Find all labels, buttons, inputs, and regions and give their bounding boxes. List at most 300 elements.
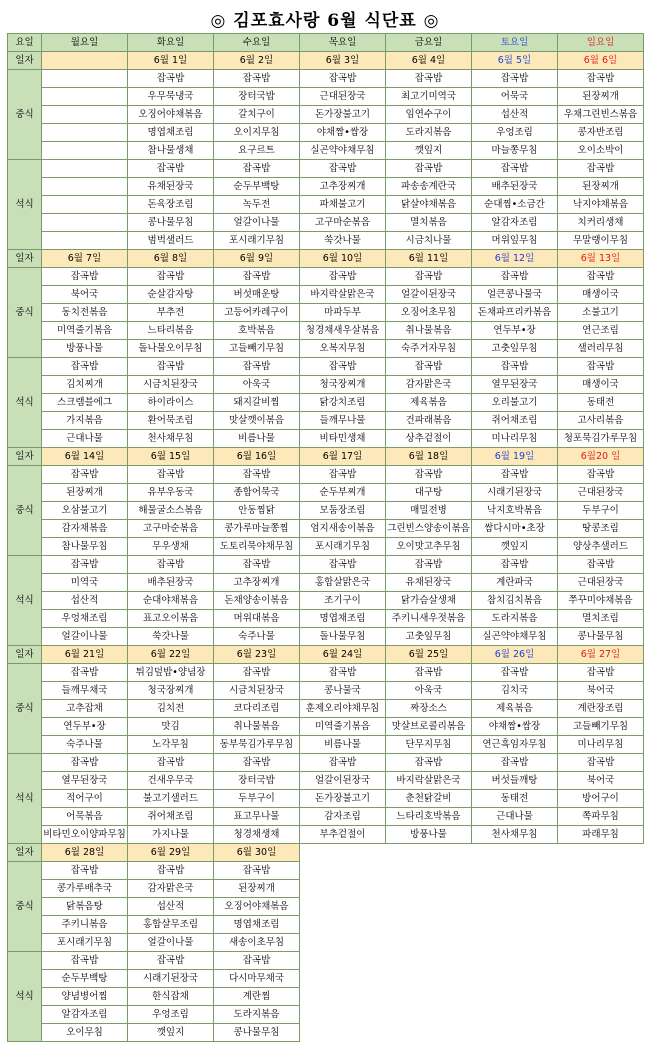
menu-item-cell: 범벅샐러드: [128, 232, 214, 250]
menu-item-cell: 된장찌개: [558, 88, 644, 106]
dinner-row: [8, 358, 644, 376]
menu-item-cell: 숙주나물: [214, 628, 300, 646]
menu-item-cell: 고들빼기무침: [214, 340, 300, 358]
menu-item-cell: 잡곡밥: [558, 358, 644, 376]
menu-item-cell: 환어묵조림: [128, 412, 214, 430]
menu-item-cell: 튀김덮밥•양념장: [128, 664, 214, 682]
menu-item-cell: 잡곡밥: [472, 466, 558, 484]
date-cell: 6월 23일: [214, 646, 300, 664]
lunch-row: [8, 916, 644, 934]
menu-item-cell: 시금치된장국: [214, 682, 300, 700]
menu-item-cell: 닭볶음탕: [42, 898, 128, 916]
menu-item-cell: 배추된장국: [128, 574, 214, 592]
empty-cell: [472, 898, 558, 916]
menu-item-cell: 실곤약야채무침: [300, 142, 386, 160]
menu-item-cell: 잡곡밥: [214, 160, 300, 178]
menu-item-cell: 잡곡밥: [214, 952, 300, 970]
menu-item-cell: 순두부찌개: [300, 484, 386, 502]
menu-item-cell: 느타리볶음: [128, 322, 214, 340]
menu-item-cell: 어묵국: [472, 88, 558, 106]
menu-item-cell: 코다리조림: [214, 700, 300, 718]
menu-item-cell: 두부구이: [558, 502, 644, 520]
menu-item-cell: 잡곡밥: [386, 664, 472, 682]
menu-item-cell: 오징어야채볶음: [214, 898, 300, 916]
menu-item-cell: 잡곡밥: [558, 754, 644, 772]
menu-item-cell: 섭산적: [128, 898, 214, 916]
menu-item-cell: 콩나물무침: [128, 214, 214, 232]
menu-item-cell: 잡곡밥: [214, 358, 300, 376]
menu-item-cell: 유부우동국: [128, 484, 214, 502]
dinner-row: [8, 412, 644, 430]
date-label: 일자: [8, 646, 42, 664]
menu-item-cell: 들깨무채국: [42, 682, 128, 700]
menu-item-cell: 도라지볶음: [214, 1006, 300, 1024]
empty-cell: [472, 934, 558, 952]
menu-item-cell: 잡곡밥: [386, 556, 472, 574]
dinner-row: [8, 376, 644, 394]
menu-item-cell: 머위잎무침: [472, 232, 558, 250]
menu-item-cell: 파채불고기: [300, 196, 386, 214]
dinner-label: 석식: [8, 358, 42, 448]
menu-item-cell: 녹두전: [214, 196, 300, 214]
menu-item-cell: 얼큰콩나물국: [472, 286, 558, 304]
menu-item-cell: 잡곡밥: [472, 160, 558, 178]
menu-item-cell: 알감자조림: [472, 214, 558, 232]
dinner-row: [8, 394, 644, 412]
menu-item-cell: 감자맑은국: [128, 880, 214, 898]
menu-item-cell: 연근조림: [558, 322, 644, 340]
menu-item-cell: 섭산적: [42, 592, 128, 610]
menu-item-cell: [42, 178, 128, 196]
menu-item-cell: 근대나물: [472, 808, 558, 826]
menu-item-cell: 다시마무채국: [214, 970, 300, 988]
menu-item-cell: 오이맛고추무침: [386, 538, 472, 556]
menu-item-cell: 장터국밥: [214, 88, 300, 106]
menu-item-cell: 대구탕: [386, 484, 472, 502]
lunch-label: 중식: [8, 664, 42, 754]
dinner-row: [8, 556, 644, 574]
menu-item-cell: 바지락살맑은국: [386, 772, 472, 790]
menu-item-cell: 고등어카레구이: [214, 304, 300, 322]
date-cell: 6월 26일: [472, 646, 558, 664]
menu-item-cell: 잡곡밥: [300, 160, 386, 178]
menu-item-cell: [42, 142, 128, 160]
menu-item-cell: [42, 232, 128, 250]
menu-item-cell: 제육볶음: [386, 394, 472, 412]
menu-item-cell: 잡곡밥: [558, 466, 644, 484]
menu-item-cell: 오이무침: [42, 1024, 128, 1042]
menu-item-cell: 얼갈이된장국: [300, 772, 386, 790]
date-cell: 6월 27일: [558, 646, 644, 664]
menu-item-cell: 갈치구이: [214, 106, 300, 124]
menu-item-cell: 부추전: [128, 304, 214, 322]
menu-item-cell: 참나물무침: [42, 538, 128, 556]
menu-item-cell: 파래무침: [558, 826, 644, 844]
dinner-row: [8, 1024, 644, 1042]
header-cell: 화요일: [128, 34, 214, 52]
date-cell: 6월 4일: [386, 52, 472, 70]
menu-item-cell: 불고기샐러드: [128, 790, 214, 808]
menu-item-cell: 명엽채조림: [214, 916, 300, 934]
menu-item-cell: 잡곡밥: [42, 862, 128, 880]
menu-item-cell: 고들빼기무침: [558, 718, 644, 736]
menu-item-cell: 잡곡밥: [472, 754, 558, 772]
date-cell: 6월 3일: [300, 52, 386, 70]
lunch-label: 중식: [8, 862, 42, 952]
lunch-row: [8, 286, 644, 304]
menu-item-cell: 아욱국: [214, 376, 300, 394]
dinner-row: [8, 196, 644, 214]
lunch-row: [8, 862, 644, 880]
empty-cell: [300, 952, 386, 970]
menu-item-cell: 잡곡밥: [42, 466, 128, 484]
menu-item-cell: 방풍나물: [42, 340, 128, 358]
menu-item-cell: 잡곡밥: [472, 556, 558, 574]
empty-cell: [472, 970, 558, 988]
menu-item-cell: 소불고기: [558, 304, 644, 322]
menu-item-cell: 숙주거자무침: [386, 340, 472, 358]
menu-item-cell: 청경채새우살볶음: [300, 322, 386, 340]
menu-item-cell: 잡곡밥: [386, 358, 472, 376]
menu-item-cell: 포시래기무침: [300, 538, 386, 556]
menu-item-cell: [42, 124, 128, 142]
menu-item-cell: 최고기미역국: [386, 88, 472, 106]
dinner-row: [8, 214, 644, 232]
date-cell: 6월 8일: [128, 250, 214, 268]
menu-item-cell: 오징어초무침: [386, 304, 472, 322]
empty-cell: [386, 880, 472, 898]
empty-cell: [472, 1006, 558, 1024]
menu-item-cell: 마파두부: [300, 304, 386, 322]
menu-item-cell: 잡곡밥: [42, 664, 128, 682]
menu-item-cell: 고추장찌개: [214, 574, 300, 592]
menu-item-cell: 잡곡밥: [386, 160, 472, 178]
menu-item-cell: 고추장찌개: [300, 178, 386, 196]
menu-item-cell: 매생이국: [558, 376, 644, 394]
menu-item-cell: 머위대볶음: [214, 610, 300, 628]
menu-item-cell: 임연수구이: [386, 106, 472, 124]
date-cell: 6월 11일: [386, 250, 472, 268]
date-cell: 6월 21일: [42, 646, 128, 664]
menu-item-cell: 청국장찌개: [128, 682, 214, 700]
dinner-label: 석식: [8, 556, 42, 646]
menu-item-cell: 장터국밥: [214, 772, 300, 790]
menu-item-cell: 훈제오리야채무침: [300, 700, 386, 718]
menu-item-cell: 시래기된장국: [128, 970, 214, 988]
date-cell: 6월 14일: [42, 448, 128, 466]
menu-item-cell: 무우생채: [128, 538, 214, 556]
menu-item-cell: 우무묵냉국: [128, 88, 214, 106]
menu-item-cell: 도라지볶음: [472, 610, 558, 628]
menu-item-cell: 동치전볶음: [42, 304, 128, 322]
menu-item-cell: 시금치나물: [386, 232, 472, 250]
menu-item-cell: 닭살야채볶음: [386, 196, 472, 214]
menu-item-cell: 호박볶음: [214, 322, 300, 340]
menu-item-cell: 순두부백탕: [42, 970, 128, 988]
menu-item-cell: 잡곡밥: [128, 160, 214, 178]
menu-item-cell: 쥐어채조림: [472, 412, 558, 430]
menu-item-cell: 잡곡밥: [128, 268, 214, 286]
menu-item-cell: 표고오이볶음: [128, 610, 214, 628]
menu-item-cell: 표고무나물: [214, 808, 300, 826]
menu-item-cell: 들깨무나물: [300, 412, 386, 430]
menu-item-cell: 잡곡밥: [558, 268, 644, 286]
menu-item-cell: 안동찜닭: [214, 502, 300, 520]
menu-item-cell: 오이지무침: [214, 124, 300, 142]
menu-item-cell: 콩나물국: [300, 682, 386, 700]
menu-item-cell: 유채된장국: [386, 574, 472, 592]
menu-item-cell: 건파래볶음: [386, 412, 472, 430]
menu-item-cell: 돈채파프리카볶음: [472, 304, 558, 322]
menu-item-cell: 아욱국: [386, 682, 472, 700]
empty-cell: [300, 988, 386, 1006]
date-label: 일자: [8, 448, 42, 466]
date-cell: 6월 30일: [214, 844, 300, 862]
date-cell: 6월 1일: [128, 52, 214, 70]
menu-item-cell: 감자채볶음: [42, 520, 128, 538]
date-cell: 6월 10일: [300, 250, 386, 268]
menu-item-cell: 야채짬•쌈장: [472, 718, 558, 736]
menu-item-cell: 콩나물무침: [214, 1024, 300, 1042]
lunch-row: [8, 70, 644, 88]
empty-cell: [300, 916, 386, 934]
menu-item-cell: 돈육장조림: [128, 196, 214, 214]
menu-item-cell: 오삼불고기: [42, 502, 128, 520]
menu-item-cell: 콩가루마늘쫑찜: [214, 520, 300, 538]
empty-cell: [558, 862, 644, 880]
menu-item-cell: 그린빈스양송이볶음: [386, 520, 472, 538]
menu-item-cell: 깻잎지: [472, 538, 558, 556]
empty-cell: [558, 952, 644, 970]
menu-item-cell: 잡곡밥: [386, 754, 472, 772]
menu-item-cell: 잡곡밥: [128, 862, 214, 880]
menu-item-cell: 미나리무침: [472, 430, 558, 448]
menu-item-cell: 얼갈이된장국: [386, 286, 472, 304]
menu-item-cell: 닭가슴살생채: [386, 592, 472, 610]
menu-item-cell: 도토리묵야채무침: [214, 538, 300, 556]
lunch-row: [8, 304, 644, 322]
header-cell: 일요일: [558, 34, 644, 52]
menu-item-cell: 한식잡채: [128, 988, 214, 1006]
header-cell: 월요일: [42, 34, 128, 52]
dinner-row: [8, 610, 644, 628]
menu-item-cell: 모둠장조림: [300, 502, 386, 520]
menu-item-cell: 잡곡밥: [558, 664, 644, 682]
page-title: ◎ 김포효사랑 6월 식단표 ◎: [210, 11, 440, 31]
menu-item-cell: 종합어묵국: [214, 484, 300, 502]
empty-cell: [386, 988, 472, 1006]
menu-item-cell: 마늘쫑무침: [472, 142, 558, 160]
header-cell: 목요일: [300, 34, 386, 52]
menu-item-cell: 실곤약야채무침: [472, 628, 558, 646]
menu-item-cell: 멸치볶음: [386, 214, 472, 232]
empty-cell: [558, 1006, 644, 1024]
lunch-row: [8, 934, 644, 952]
empty-cell: [300, 1006, 386, 1024]
menu-item-cell: 감자맑은국: [386, 376, 472, 394]
empty-cell: [472, 916, 558, 934]
menu-item-cell: 매생이국: [558, 286, 644, 304]
dinner-row: [8, 988, 644, 1006]
menu-table: [7, 33, 644, 1042]
menu-item-cell: 돈가장불고기: [300, 106, 386, 124]
menu-item-cell: 취나물볶음: [386, 322, 472, 340]
dinner-row: [8, 592, 644, 610]
menu-item-cell: 미역줄기볶음: [42, 322, 128, 340]
menu-item-cell: 조기구이: [300, 592, 386, 610]
menu-item-cell: 포시래기무침: [214, 232, 300, 250]
menu-item-cell: 잡곡밥: [472, 268, 558, 286]
menu-item-cell: 잡곡밥: [214, 754, 300, 772]
menu-item-cell: 돌나물오이무침: [128, 340, 214, 358]
date-cell: 6월 18일: [386, 448, 472, 466]
menu-item-cell: 참나물생채: [128, 142, 214, 160]
menu-item-cell: 계란장조림: [558, 700, 644, 718]
date-label: 일자: [8, 844, 42, 862]
lunch-label: 중식: [8, 70, 42, 160]
menu-item-cell: 춘천닭갈비: [386, 790, 472, 808]
menu-item-cell: 낙지야채볶음: [558, 196, 644, 214]
menu-item-cell: 쭈꾸미야채볶음: [558, 592, 644, 610]
date-cell: 6월 22일: [128, 646, 214, 664]
menu-item-cell: 연근흑임자무침: [472, 736, 558, 754]
date-cell: 6월 12일: [472, 250, 558, 268]
empty-cell: [472, 880, 558, 898]
menu-item-cell: 참치김치볶음: [472, 592, 558, 610]
menu-item-cell: 우채그린빈스볶음: [558, 106, 644, 124]
menu-item-cell: 오복지무침: [300, 340, 386, 358]
menu-item-cell: 쑥갓나물: [300, 232, 386, 250]
empty-cell: [300, 844, 386, 862]
menu-item-cell: 청경채생채: [214, 826, 300, 844]
menu-item-cell: 쌈다시마•초장: [472, 520, 558, 538]
menu-item-cell: [42, 214, 128, 232]
dinner-row: [8, 628, 644, 646]
date-cell: 6월 19일: [472, 448, 558, 466]
menu-item-cell: 잡곡밥: [214, 862, 300, 880]
menu-item-cell: 샐러리무침: [558, 340, 644, 358]
menu-item-cell: 잡곡밥: [558, 556, 644, 574]
menu-item-cell: 연두부•장: [472, 322, 558, 340]
menu-item-cell: 잡곡밥: [42, 952, 128, 970]
menu-item-cell: 건새우무국: [128, 772, 214, 790]
menu-item-cell: 감자조림: [300, 808, 386, 826]
menu-item-cell: 잡곡밥: [300, 754, 386, 772]
menu-item-cell: 연두부•장: [42, 718, 128, 736]
date-label: 일자: [8, 250, 42, 268]
menu-item-cell: 북어국: [558, 772, 644, 790]
dinner-row: [8, 1006, 644, 1024]
menu-item-cell: 잡곡밥: [128, 952, 214, 970]
empty-cell: [300, 880, 386, 898]
empty-cell: [558, 898, 644, 916]
menu-item-cell: 잡곡밥: [472, 664, 558, 682]
menu-item-cell: 계란찜: [214, 988, 300, 1006]
menu-item-cell: 순대야채볶음: [128, 592, 214, 610]
menu-item-cell: 된장찌개: [558, 178, 644, 196]
dinner-row: [8, 754, 644, 772]
menu-item-cell: 해물굴소스볶음: [128, 502, 214, 520]
dinner-row: [8, 232, 644, 250]
lunch-row: [8, 268, 644, 286]
lunch-row: [8, 466, 644, 484]
menu-item-cell: 낙지호박볶음: [472, 502, 558, 520]
menu-item-cell: 콩자반조림: [558, 124, 644, 142]
empty-cell: [386, 1024, 472, 1042]
menu-item-cell: 김치국: [472, 682, 558, 700]
menu-item-cell: 깻잎지: [386, 142, 472, 160]
menu-item-cell: 쥐어채조림: [128, 808, 214, 826]
menu-item-cell: 도라지볶음: [386, 124, 472, 142]
menu-item-cell: [42, 196, 128, 214]
menu-item-cell: 근대된장국: [558, 484, 644, 502]
menu-item-cell: 양상추샐러드: [558, 538, 644, 556]
menu-item-cell: 잡곡밥: [300, 556, 386, 574]
lunch-row: [8, 718, 644, 736]
date-row: [8, 250, 644, 268]
empty-cell: [472, 844, 558, 862]
header-cell: 금요일: [386, 34, 472, 52]
header-cell: 수요일: [214, 34, 300, 52]
menu-item-cell: 북어국: [558, 682, 644, 700]
menu-item-cell: 잡곡밥: [386, 268, 472, 286]
menu-item-cell: 된장찌개: [214, 880, 300, 898]
empty-cell: [558, 844, 644, 862]
menu-item-cell: 잡곡밥: [558, 160, 644, 178]
date-cell: 6월 6일: [558, 52, 644, 70]
lunch-row: [8, 142, 644, 160]
menu-item-cell: 된장찌개: [42, 484, 128, 502]
menu-item-cell: 멸치조림: [558, 610, 644, 628]
menu-item-cell: 잡곡밥: [42, 358, 128, 376]
dinner-row: [8, 826, 644, 844]
menu-item-cell: 유채된장국: [128, 178, 214, 196]
date-cell: 6월 25일: [386, 646, 472, 664]
lunch-row: [8, 520, 644, 538]
header-cell: 요일: [8, 34, 42, 52]
lunch-row: [8, 898, 644, 916]
menu-item-cell: 우엉조림: [472, 124, 558, 142]
menu-item-cell: 포시래기무침: [42, 934, 128, 952]
menu-item-cell: 시래기된장국: [472, 484, 558, 502]
empty-cell: [558, 934, 644, 952]
menu-item-cell: 비타민오이양파무침: [42, 826, 128, 844]
date-cell: [42, 52, 128, 70]
menu-item-cell: 잡곡밥: [472, 358, 558, 376]
date-cell: 6월 17일: [300, 448, 386, 466]
menu-item-cell: 청포묵김가루무침: [558, 430, 644, 448]
menu-item-cell: 오리불고기: [472, 394, 558, 412]
menu-item-cell: 깻잎지: [128, 1024, 214, 1042]
menu-item-cell: 버섯들깨탕: [472, 772, 558, 790]
empty-cell: [558, 970, 644, 988]
empty-cell: [300, 970, 386, 988]
menu-item-cell: 고구마순볶음: [128, 520, 214, 538]
menu-item-cell: 근대나물: [42, 430, 128, 448]
menu-item-cell: 맛김: [128, 718, 214, 736]
menu-item-cell: 돌나물무침: [300, 628, 386, 646]
lunch-row: [8, 736, 644, 754]
menu-item-cell: 고사리볶음: [558, 412, 644, 430]
menu-item-cell: 가지볶음: [42, 412, 128, 430]
dinner-row: [8, 808, 644, 826]
menu-item-cell: 콩가루배추국: [42, 880, 128, 898]
menu-item-cell: 근대된장국: [300, 88, 386, 106]
date-row: [8, 52, 644, 70]
menu-item-cell: 동태전: [472, 790, 558, 808]
menu-item-cell: 잡곡밥: [42, 754, 128, 772]
empty-cell: [386, 862, 472, 880]
